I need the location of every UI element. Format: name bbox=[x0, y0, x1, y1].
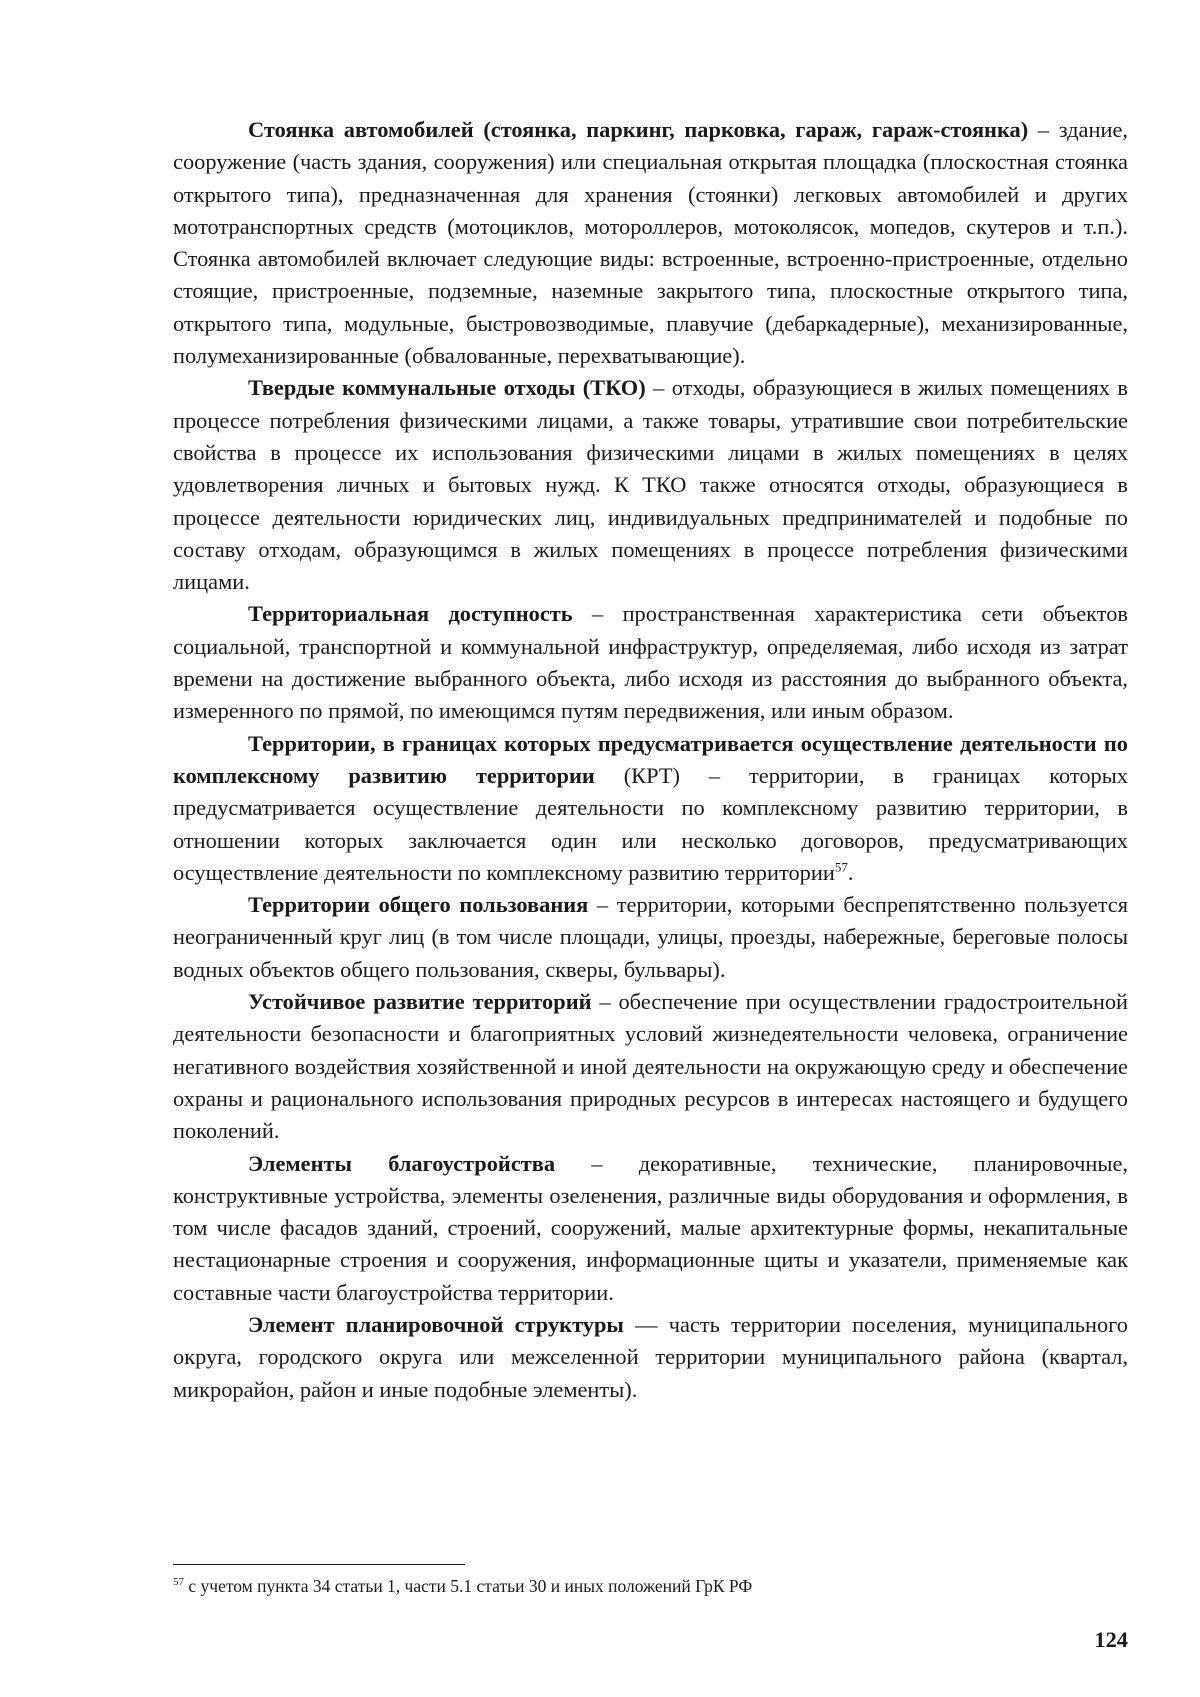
footnote bbox=[173, 1575, 1128, 1597]
definition-text: – обеспечение при осуществлении градостроительной деятельности безопасности и благоприятных условий жизнедеятельности человека, ограничение негативного воздействия хозяйственной и иной деятельности на окружающую среду и обеспечение охраны и рационального использования природных ресурсов в интересах настоящего и будущего поколений. bbox=[173, 989, 1128, 1144]
footnote-text: с учетом пункта 34 статьи 1, части 5.1 статьи 30 и иных положений ГрК РФ bbox=[184, 1576, 753, 1596]
definition-text: — часть территории поселения, муниципального округа, городского округа или межселенной территории муниципального района (квартал, микрорайон, район и иные подобные элементы). bbox=[173, 1311, 1129, 1402]
defined-term: Территории общего пользования bbox=[248, 892, 589, 918]
definition-paragraph bbox=[173, 372, 1128, 598]
definition-paragraph bbox=[173, 728, 1128, 889]
definition-text: – декоративные, технические, планировочные, конструктивные устройства, элементы озеленения, различные виды оборудования и оформления, в том числе фасадов зданий, строений, сооружений, малые архитектурные формы, некапитальные нестационарные строения и сооружения, информационные щиты и указатели, применяемые как составные части благоустройства территории. bbox=[173, 1150, 1128, 1305]
definition-text: – здание, сооружение (часть здания, сооружения) или специальная открытая площадка (плоскостная стоянка открытого типа), предназначенная для хранения (стоянки) легковых автомобилей и других мототранспортных средств (мотоциклов, мотороллеров, мотоколясок, мопедов, скутеров и т.п.). Стоянка автомобилей включает следующие виды: встроенные, встроенно-пристроенные, отдельно стоящие, пристроенные, подземные, наземные закрытого типа, плоскостные открытого типа, открытого типа, модульные, быстровозводимые, плавучие (дебаркадерные), механизированные, полумеханизированные (обвалованные, перехватывающие). bbox=[173, 117, 1128, 369]
defined-term: Территориальная доступность bbox=[248, 601, 573, 627]
page-body bbox=[173, 114, 1128, 1406]
footnote-reference[interactable]: 57 bbox=[834, 859, 848, 875]
defined-term: Устойчивое развитие территорий bbox=[248, 989, 592, 1015]
footnote-number: 57 bbox=[173, 1576, 184, 1589]
defined-term: Стоянка автомобилей (стоянка, паркинг, парковка, гараж, гараж-стоянка) bbox=[248, 117, 1029, 142]
definition-paragraph bbox=[173, 114, 1128, 372]
defined-term: Элементы благоустройства bbox=[248, 1150, 556, 1176]
definition-text-tail: . bbox=[847, 859, 854, 885]
definition-paragraph bbox=[173, 1148, 1128, 1309]
definition-paragraph bbox=[173, 1309, 1128, 1406]
definition-text: – территории, которыми беспрепятственно пользуется неограниченный круг лиц (в том числе площади, улицы, проезды, набережные, береговые полосы водных объектов общего пользования, скверы, бульвары). bbox=[173, 892, 1129, 982]
definition-text: – отходы, образующиеся в жилых помещениях в процессе потребления физическими лицами, а также товары, утратившие свои потребительские свойства в процессе их использования физическими лицами в жилых помещениях в целях удовлетворения личных и бытовых нужд. К ТКО также относятся отходы, образующиеся в процессе деятельности юридических лиц, индивидуальных предпринимателей и подобные по составу отходам, образующимся в жилых помещениях в процессе потребления физическими лицами. bbox=[173, 375, 1128, 595]
defined-term: Территории, в границах которых предусматривается осуществление деятельности по комплексному развитию территории bbox=[173, 730, 1128, 788]
definition-paragraph bbox=[173, 889, 1128, 986]
page-number: 124 bbox=[1094, 1627, 1128, 1652]
defined-term: Элемент планировочной структуры bbox=[248, 1311, 624, 1337]
footnote-separator bbox=[173, 1564, 465, 1565]
definition-text: (КРТ) – территории, в границах которых предусматривается осуществление деятельности по комплексному развитию территории, в отношении которых заключается один или несколько договоров, предусматривающих осуществление деятельности по комплексному развитию территории bbox=[173, 762, 1128, 885]
definition-paragraph bbox=[173, 598, 1128, 727]
defined-term: Твердые коммунальные отходы (ТКО) bbox=[248, 375, 646, 401]
definition-text: – пространственная характеристика сети объектов социальной, транспортной и коммунальной инфраструктур, определяемая, либо исходя из затрат времени на достижение выбранного объекта, либо исходя из расстояния до выбранного объекта, измеренного по прямой, по имеющимся путям передвижения, или иным образом. bbox=[173, 601, 1128, 724]
definition-paragraph bbox=[173, 986, 1128, 1147]
